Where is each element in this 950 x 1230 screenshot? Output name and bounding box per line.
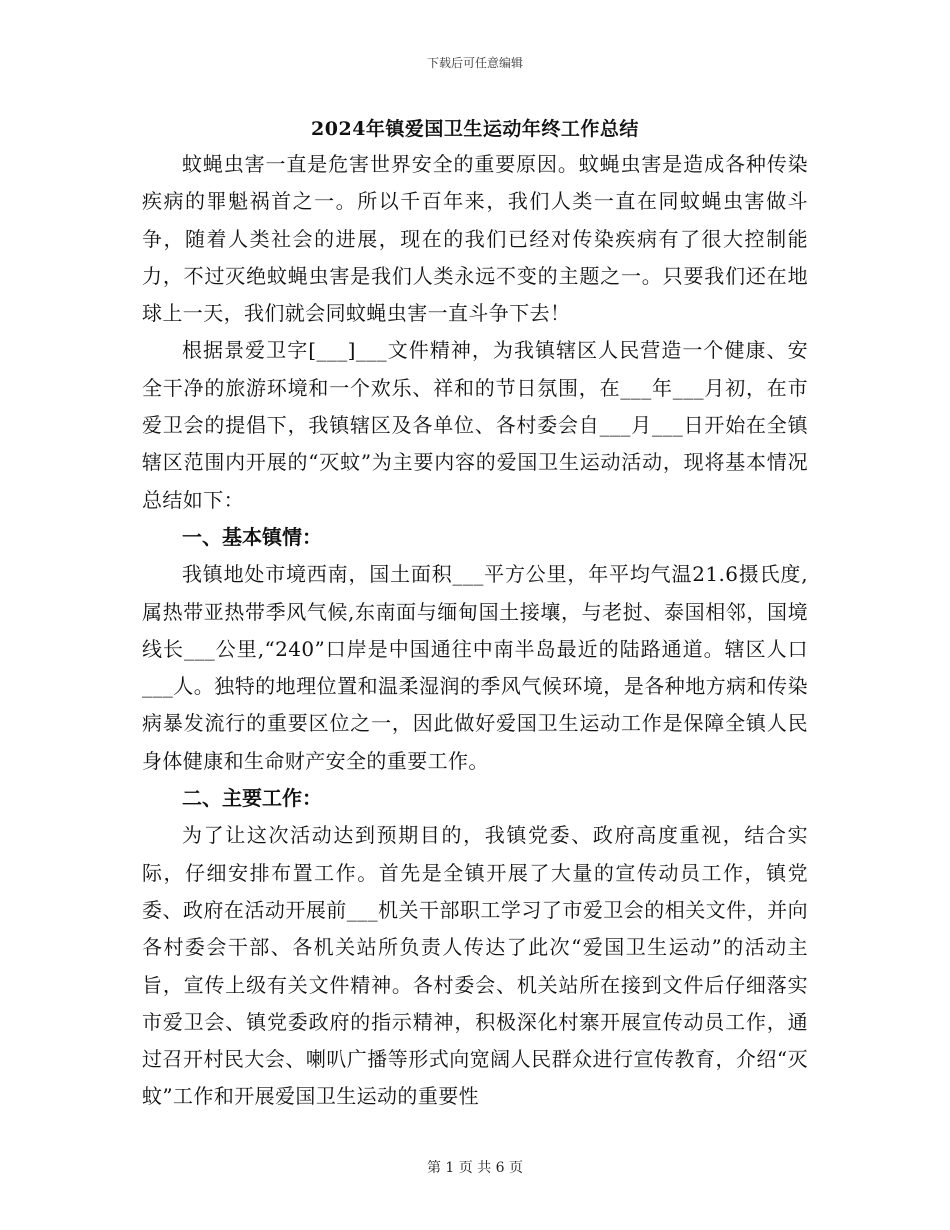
paragraph-main-work: 为了让这次活动达到预期目的，我镇党委、政府高度重视，结合实际，仔细安排布置工作。首先是全镇开展了大量的宣传动员工作，镇党委、政府在活动开展前___机关干部职工学习了市爱卫会的相关文件，并向各村委会干部、各机关站所负责人传达了此次“爱国卫生运动”的活动主旨，宣传上级有关文件精神。各村委会、机关站所在接到文件后仔细落实市爱卫会、镇党委政府的指示精神，积极深化村寨开展宣传动员工作，通过召开村民大会、喇叭广播等形式向宽阔人民群众进行宣传教育，介绍“灭蚊”工作和开展爱国卫生运动的重要性 bbox=[142, 823, 808, 1109]
page-number: 第 1 页 共 6 页 bbox=[426, 1160, 524, 1176]
page-header-note: 下载后可任意编辑 bbox=[426, 56, 523, 70]
paragraph-basic-info: 我镇地处市境西南，国土面积___平方公里，年平均气温21.6摄氏度,属热带亚热带季风气候,东南面与缅甸国土接壤，与老挝、泰国相邻，国境线长___公里,“240”口岸是中国通往中南半岛最近的陆路通道。辖区人口___人。独特的地理位置和温柔湿润的季风气候环境，是各种地方病和传染病暴发流行的重要区位之一，因此做好爱国卫生运动工作是保障全镇人民身体健康和生命财产安全的重要工作。 bbox=[142, 562, 808, 773]
document-title: 2024年镇爱国卫生运动年终工作总结 bbox=[311, 118, 639, 140]
section-heading-basic-info: 一、基本镇情： bbox=[182, 524, 322, 549]
paragraph-basis: 根据景爱卫字[___]___文件精神，为我镇辖区人民营造一个健康、安全干净的旅游环境和一个欢乐、祥和的节日氛围，在___年___月初，在市爱卫会的提倡下，我镇辖区及各单位、各村委会自___月___日开始在全镇辖区范围内开展的“灭蚊”为主要内容的爱国卫生运动活动，现将基本情况总结如下： bbox=[142, 338, 808, 512]
document-body bbox=[142, 146, 808, 1116]
paragraph-intro: 蚊蝇虫害一直是危害世界安全的重要原因。蚊蝇虫害是造成各种传染疾病的罪魁祸首之一。所以千百年来，我们人类一直在同蚊蝇虫害做斗争，随着人类社会的进展，现在的我们已经对传染疾病有了很大控制能力，不过灭绝蚊蝇虫害是我们人类永远不变的主题之一。只要我们还在地球上一天，我们就会同蚊蝇虫害一直斗争下去！ bbox=[142, 152, 808, 326]
section-heading-main-work: 二、主要工作： bbox=[182, 786, 322, 811]
